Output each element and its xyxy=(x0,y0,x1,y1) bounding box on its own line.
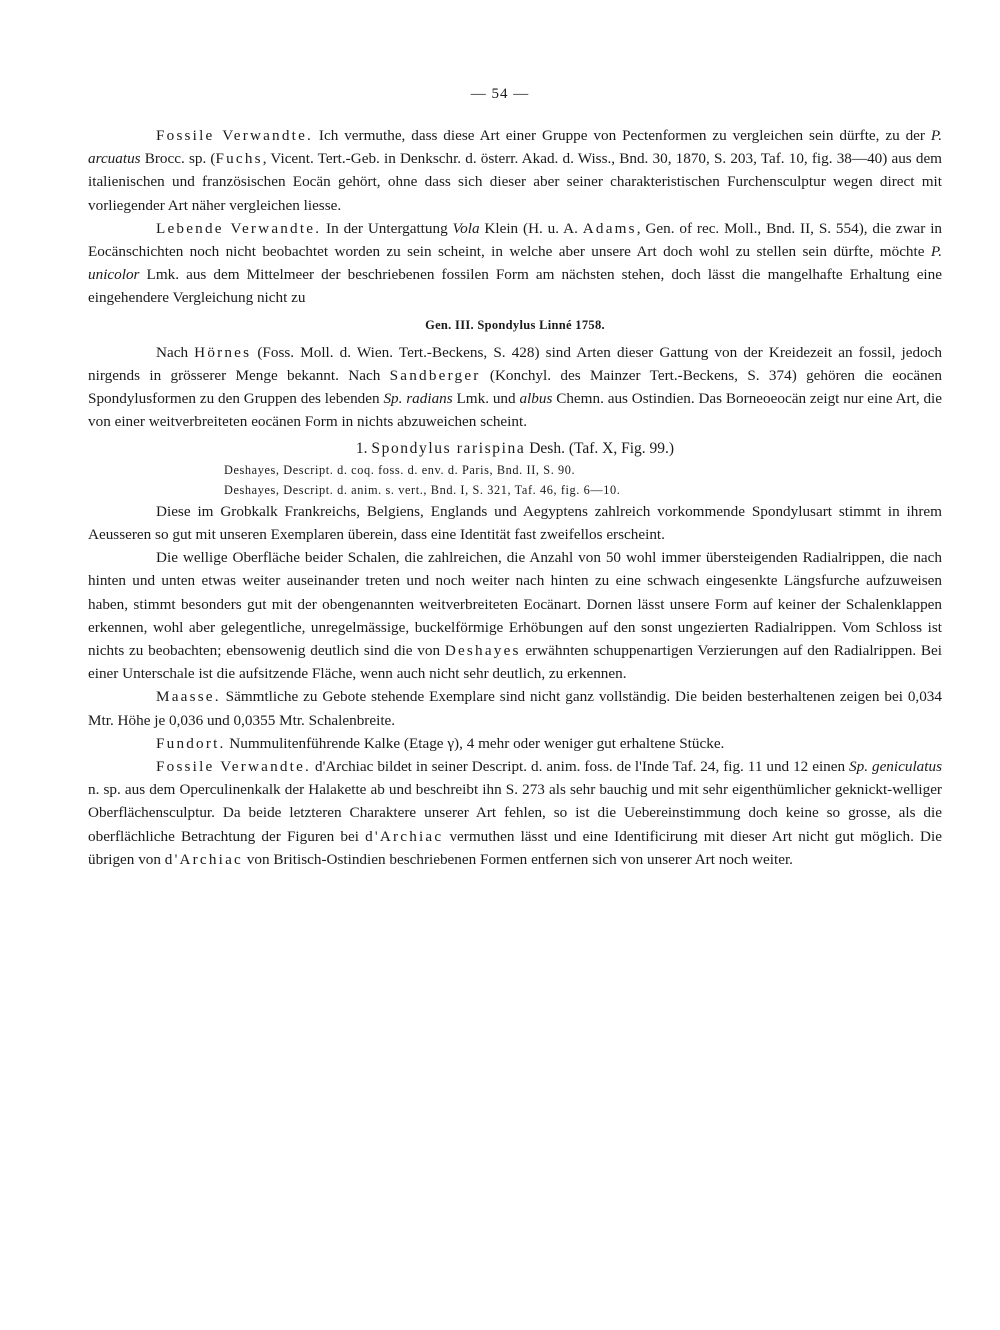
species-reference: Desh. (Taf. X, Fig. 99.) xyxy=(525,439,675,457)
text-run: Klein (H. u. A. xyxy=(479,219,583,237)
text-run: (Foss. Moll. d. Wien. Tert.-Beckens, S. 428) sind Arten dieser Gattung von der Kreidezeit an fossil, jedoch nirgends in grösserer Menge bekannt. Nach xyxy=(88,343,942,385)
text-run: In der Untergattung xyxy=(321,219,453,237)
section-label: Fossile Verwandte. xyxy=(156,127,314,144)
paragraph-genus-intro xyxy=(88,341,942,434)
species-name: albus xyxy=(519,390,553,408)
paragraph-measurements xyxy=(88,685,942,731)
paragraph-fossil-relatives xyxy=(88,124,942,217)
author-name: Adams xyxy=(582,219,637,237)
genus-heading: Gen. III. Spondylus Linné 1758. xyxy=(425,317,605,332)
author-name: Hörnes xyxy=(194,343,252,361)
text-run: Ich vermuthe, dass diese Art einer Gruppe von Pectenformen zu vergleichen sein dürfte, zu der xyxy=(313,127,931,144)
text-run: Nummulitenführende Kalke (Etage γ), 4 mehr oder weniger gut erhaltene Stücke. xyxy=(225,734,725,752)
text-run: vermuthen lässt und eine Identificirung mit dieser Art nicht gut möglich. Die übrigen von xyxy=(88,827,942,868)
text-run: Nach xyxy=(156,343,195,361)
paragraph-living-relatives xyxy=(88,217,942,310)
page-number: — 54 — xyxy=(470,86,530,102)
species-name: Sp. radians xyxy=(383,390,453,408)
text-run: , Vicent. Tert.-Geb. in Denkschr. d. österr. Akad. d. Wiss., Bnd. 30, 1870, S. 203, Taf. 10, fig. 38—40) aus dem italienischen und französischen Eocän gehört, ohne dass sich dieser aber seiner charakteristischen Furchensculptur wegen direct mit vorliegender Art näher vergleichen liesse. xyxy=(88,150,942,214)
species-number: 1. xyxy=(355,439,368,457)
species-heading xyxy=(88,437,942,460)
author-name: d'Archiac xyxy=(365,827,444,845)
species-name: Sp. geniculatus xyxy=(849,758,942,776)
section-label: Maasse. xyxy=(156,688,221,706)
author-name: Fuchs xyxy=(215,150,263,168)
genus-name: Vola xyxy=(452,219,480,237)
paragraph-description: Diese im Grobkalk Frankreichs, Belgiens, Englands und Aegyptens zahlreich vorkommende Spondylusart stimmt in ihrem Aeusseren so gut mit unseren Exemplaren überein, dass eine Identität fast zweifellos erscheint. xyxy=(88,502,942,544)
text-run: d'Archiac bildet in seiner Descript. d. anim. foss. de l'Inde Taf. 24, fig. 11 und 12 einen xyxy=(311,758,850,776)
literature-reference: Deshayes, Descript. d. coq. foss. d. env. d. Paris, Bnd. II, S. 90. xyxy=(224,462,576,477)
text-run: erwähnten schuppenartigen Verzierungen auf den Radialrippen. Bei einer Unterschale ist die aufsitzende Fläche, wenn auch nicht sehr deutlich, zu erkennen. xyxy=(88,642,942,683)
literature-reference: Deshayes, Descript. d. anim. s. vert., Bnd. I, S. 321, Taf. 46, fig. 6—10. xyxy=(224,482,621,497)
text-run: Lmk. aus dem Mittelmeer der beschriebenen fossilen Form am nächsten stehen, doch lässt die mangelhafte Erhaltung eine eingehendere Vergleichung nicht zu xyxy=(88,266,942,307)
species-name: P. arcuatus xyxy=(88,127,943,168)
page-body xyxy=(88,124,942,871)
text-run: Die wellige Oberfläche beider Schalen, die zahlreichen, die Anzahl von 50 wohl immer übersteigenden Radialrippen, die nach hinten und unten etwas weiter auseinander treten und noch weiter nach hinten zu eine schwach eingesenkte Längsfurche aufzuweisen haben, stimmt besonders gut mit der obengenannten weitverbreiteten Eocänart. Dornen lässt unsere Form auf keiner der Schalenklappen erkennen, wohl aber gelegentliche, unregelmässige, buckelförmige Erhöbungen auf den sonst ungezierten Radialrippen. Vom Schloss ist nichts zu beobachten; ebensowenig deutlich sind die von xyxy=(88,549,942,660)
text-run: , Gen. of rec. Moll., Bnd. II, S. 554), die zwar in Eocänschichten noch nicht beobachtet worden zu sein scheint, in welche aber unsere Art doch wohl zu stellen sein dürfte, möchte xyxy=(88,219,943,261)
text-run: n. sp. aus dem Operculinenkalk der Halakette ab und beschreibt ihn S. 273 als sehr bauchig und mit sehr eigenthümlicher geknickt-welliger Oberflächensculptur. Da beide letzteren Charaktere unserer Art fehlen, so ist die Uebereinstimmung doch keine so grosse, als die oberflächliche Betrachtung der Figuren bei xyxy=(88,781,942,845)
text-run: Sämmtliche zu Gebote stehende Exemplare sind nicht ganz vollständig. Die beiden besterhaltenen zeigen bei 0,034 Mtr. Höhe je 0,036 und 0,0355 Mtr. Schalenbreite. xyxy=(88,688,942,729)
section-label: Lebende Verwandte. xyxy=(156,219,322,237)
paragraph-locality xyxy=(88,732,942,755)
species-title: Spondylus rarispina xyxy=(371,439,526,457)
paragraph-fossil-relatives-2 xyxy=(88,755,942,871)
author-name: Deshayes xyxy=(444,642,521,660)
text-run: Lmk. und xyxy=(452,390,520,408)
text-run: von Britisch-Ostindien beschriebenen Formen entfernen sich von unserer Art noch weiter. xyxy=(242,850,793,868)
text-run: Chemn. aus Ostindien. Das Borneoeocän zeigt nur eine Art, die von einer weitverbreiteten eocänen Form in nichts abzuweichen scheint. xyxy=(88,390,943,431)
text-run: Brocc. sp. ( xyxy=(140,150,216,168)
text-run: (Konchyl. des Mainzer Tert.-Beckens, S. 374) gehören die eocänen Spondylusformen zu den Gruppen des lebenden xyxy=(88,367,942,408)
author-name: d'Archiac xyxy=(164,850,243,868)
section-label: Fundort. xyxy=(156,734,226,752)
paragraph-morphology xyxy=(88,546,942,685)
species-name: P. unicolor xyxy=(88,243,942,284)
section-label: Fossile Verwandte. xyxy=(156,758,312,776)
author-name: Sandberger xyxy=(389,367,481,385)
